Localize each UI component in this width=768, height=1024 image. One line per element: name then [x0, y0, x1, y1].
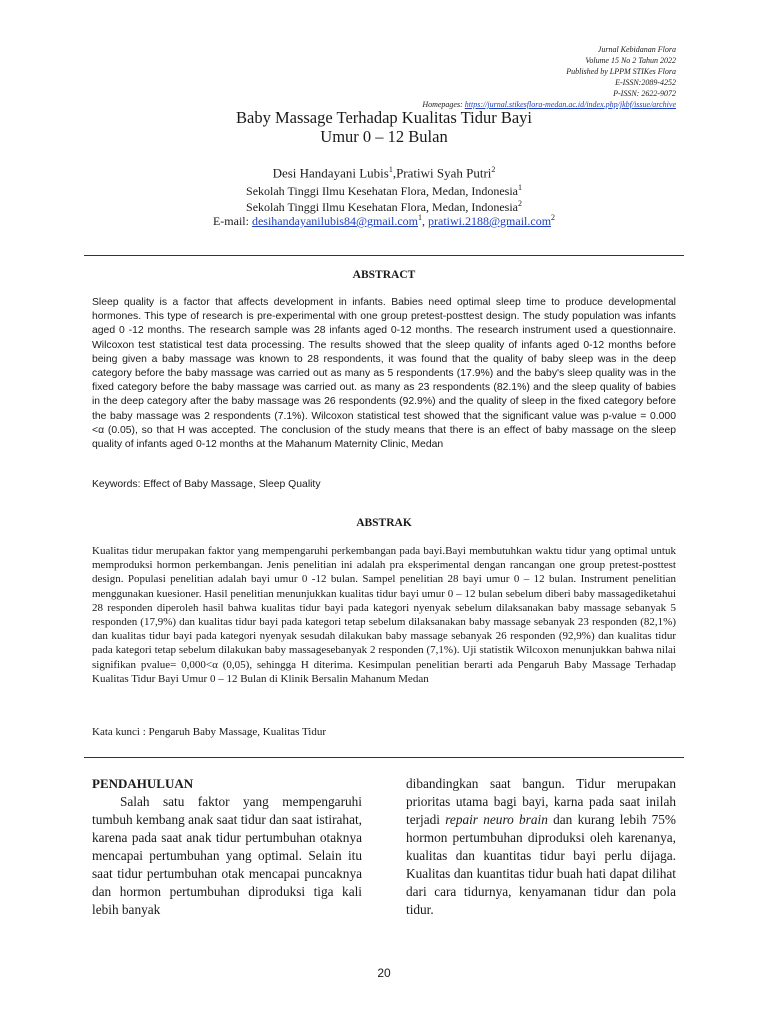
authors — [0, 165, 768, 181]
abstract-heading: ABSTRACT — [352, 269, 416, 281]
abstrak-heading: ABSTRAK — [356, 517, 412, 529]
affiliation-2-text: Sekolah Tinggi Ilmu Kesehatan Flora, Medan, Indonesia — [246, 200, 518, 214]
abstrak-text: Kualitas tidur merupakan faktor yang mempengaruhi perkembangan pada bayi.Bayi membutuhkan waktu tidur yang optimal untuk memproduksi hormon perkembangan. Jenis penelitian ini adalah pra eksperimental dengan rancangan one group pretest-posttest design. Populasi penelitian adalah bayi umur 0 -12 bulan. Sampel penelitian 28 bayi umur 0 – 12 bulan. Instrument penelitian menggunakan kuesioner. Hasil penelitian menunjukkan kualitas tidur bayi umur 0 – 12 bulan sebelum diberi baby massagediketahui 28 responden diperoleh hasil bahwa kualitas tidur bayi pada kategori nyenyak sebelum dilaksanakan baby massage sebanyak 5 responden (17,9%) dan kualitas tidur bayi pada kategori tetap sebelum dilaksanakan baby massage sebanyak 23 responden (82,1%) dan kualitas tidur bayi pada kategori nyenyak sesudah dilakukan baby massage sebanyak 26 responden (92,9%) dan kualitas tidur pada kategori tetap sebelum dilakukan baby massagesebanyak 2 responden (7,1%). Uji statistik Wilcoxon menunjukkan bahwa nilai signifikan pvalue= 0,000<α (0,05), sehingga H diterima. Kesimpulan penelitian berarti ada Pengaruh Baby Massage Terhadap Kualitas Tidur Bayi Umur 0 – 12 Bulan di Klinik Bersalin Mahanum Medan — [92, 545, 676, 685]
author-1-sup: 1 — [388, 165, 393, 174]
author-2-sup: 2 — [491, 165, 496, 174]
journal-pissn: P-ISSN: 2622-9072 — [613, 89, 676, 98]
homepage-label: Homepages: — [422, 100, 465, 109]
email-link-1[interactable]: desihandayanilubis84@gmail.com — [251, 214, 418, 228]
body-right-part2: dan kurang lebih 75% hormon pertumbuhan diproduksi oleh karenanya, kualitas dan kuantitas tidur bayi perlu dijaga. Kualitas dan kuantitas tidur buah hati dapat dilihat dari cara tidurnya, kenyamanan tidur dan pola tidur. — [406, 812, 676, 917]
email-2-sup: 2 — [551, 213, 556, 222]
journal-publisher: Published by LPPM STIKes Flora — [566, 67, 676, 76]
author-2: ,Pratiwi Syah Putri — [392, 165, 492, 181]
divider-bottom — [84, 757, 684, 758]
email-separator: , — [422, 214, 428, 228]
email-1-sup: 1 — [418, 213, 422, 222]
email-label: E-mail: — [212, 214, 252, 228]
abstract-keywords: Keywords: Effect of Baby Massage, Sleep Quality — [92, 479, 321, 490]
affiliation-2-sup: 2 — [517, 199, 522, 208]
body-right-part1: dibandingkan saat bangun. Tidur merupakan prioritas utama bagi bayi, karna pada saat inilah terjadi — [406, 776, 676, 827]
divider-top — [84, 255, 684, 256]
paper-title-line2: Umur 0 – 12 Bulan — [320, 127, 448, 146]
body-column-left — [92, 775, 362, 919]
journal-info — [422, 44, 676, 110]
affiliation-2 — [0, 197, 768, 214]
journal-eissn: E-ISSN:2089-4252 — [615, 78, 676, 87]
homepage-link[interactable]: https://jurnal.stikesflora-medan.ac.id/index.php/jkbf/issue/archive — [464, 100, 676, 109]
section-heading-pendahuluan: PENDAHULUAN — [92, 776, 194, 791]
journal-volume: Volume 15 No 2 Tahun 2022 — [585, 56, 676, 65]
affiliation-1-text: Sekolah Tinggi Ilmu Kesehatan Flora, Medan, Indonesia — [246, 184, 518, 198]
body-right-italic: repair neuro brain — [445, 812, 548, 827]
body-paragraph-right — [406, 775, 676, 919]
affiliation-1-sup: 1 — [517, 183, 522, 192]
affiliation-1 — [0, 181, 768, 198]
body-paragraph-left: Salah satu faktor yang mempengaruhi tumbuh kembang anak saat tidur dan saat istirahat, karena pada saat anak tidur pertumbuhan otaknya mencapai pertumbuhan yang optimal. Selain itu saat tidur pertumbuhan otak mencapai puncaknya dan hormon pertumbuhan diproduksi tiga kali lebih banyak — [92, 794, 362, 917]
paper-title-line1: Baby Massage Terhadap Kualitas Tidur Bayi — [236, 108, 532, 127]
abstrak-keywords: Kata kunci : Pengaruh Baby Massage, Kualitas Tidur — [92, 726, 327, 738]
author-1: Desi Handayani Lubis — [272, 165, 389, 181]
body-column-right — [406, 775, 676, 919]
page-number: 20 — [377, 966, 391, 980]
abstract-text: Sleep quality is a factor that affects development in infants. Babies need optimal sleep time to produce developmental hormones. This type of research is pre-experimental with one group pretest-posttest design. The study population was infants aged 0 -12 months. The research sample was 28 infants aged 0-12 months. The research instrument used a questionnaire. Wilcoxon test statistical test data processing. The results showed that the sleep quality of infants aged 0-12 months before being given a baby massage was known to 28 respondents, it was found that the quality of baby sleep was in the deep category before the baby massage was carried out as many as 5 respondents (17.9%) and the baby's sleep quality was in the fixed category before the baby massage was carried out. as many as 23 respondents (82.1%) and the sleep quality of babies in the deep category after the baby massage was 26 respondents (92.9%) and the quality of sleep in the fixed category before the baby massage was 2 respondents (7.1%). Wilcoxon statistical test showed that the significant value was p-value = 0.000 <α (0.05), so that H was accepted. The conclusion of the study means that there is an effect of baby massage on the sleep quality of infants aged 0-12 months at the Mahanum Maternity Clinic, Medan — [92, 297, 676, 451]
email-line — [0, 213, 768, 229]
journal-name: Jurnal Kebidanan Flora — [597, 45, 676, 54]
email-link-2[interactable]: pratiwi.2188@gmail.com — [428, 214, 552, 228]
